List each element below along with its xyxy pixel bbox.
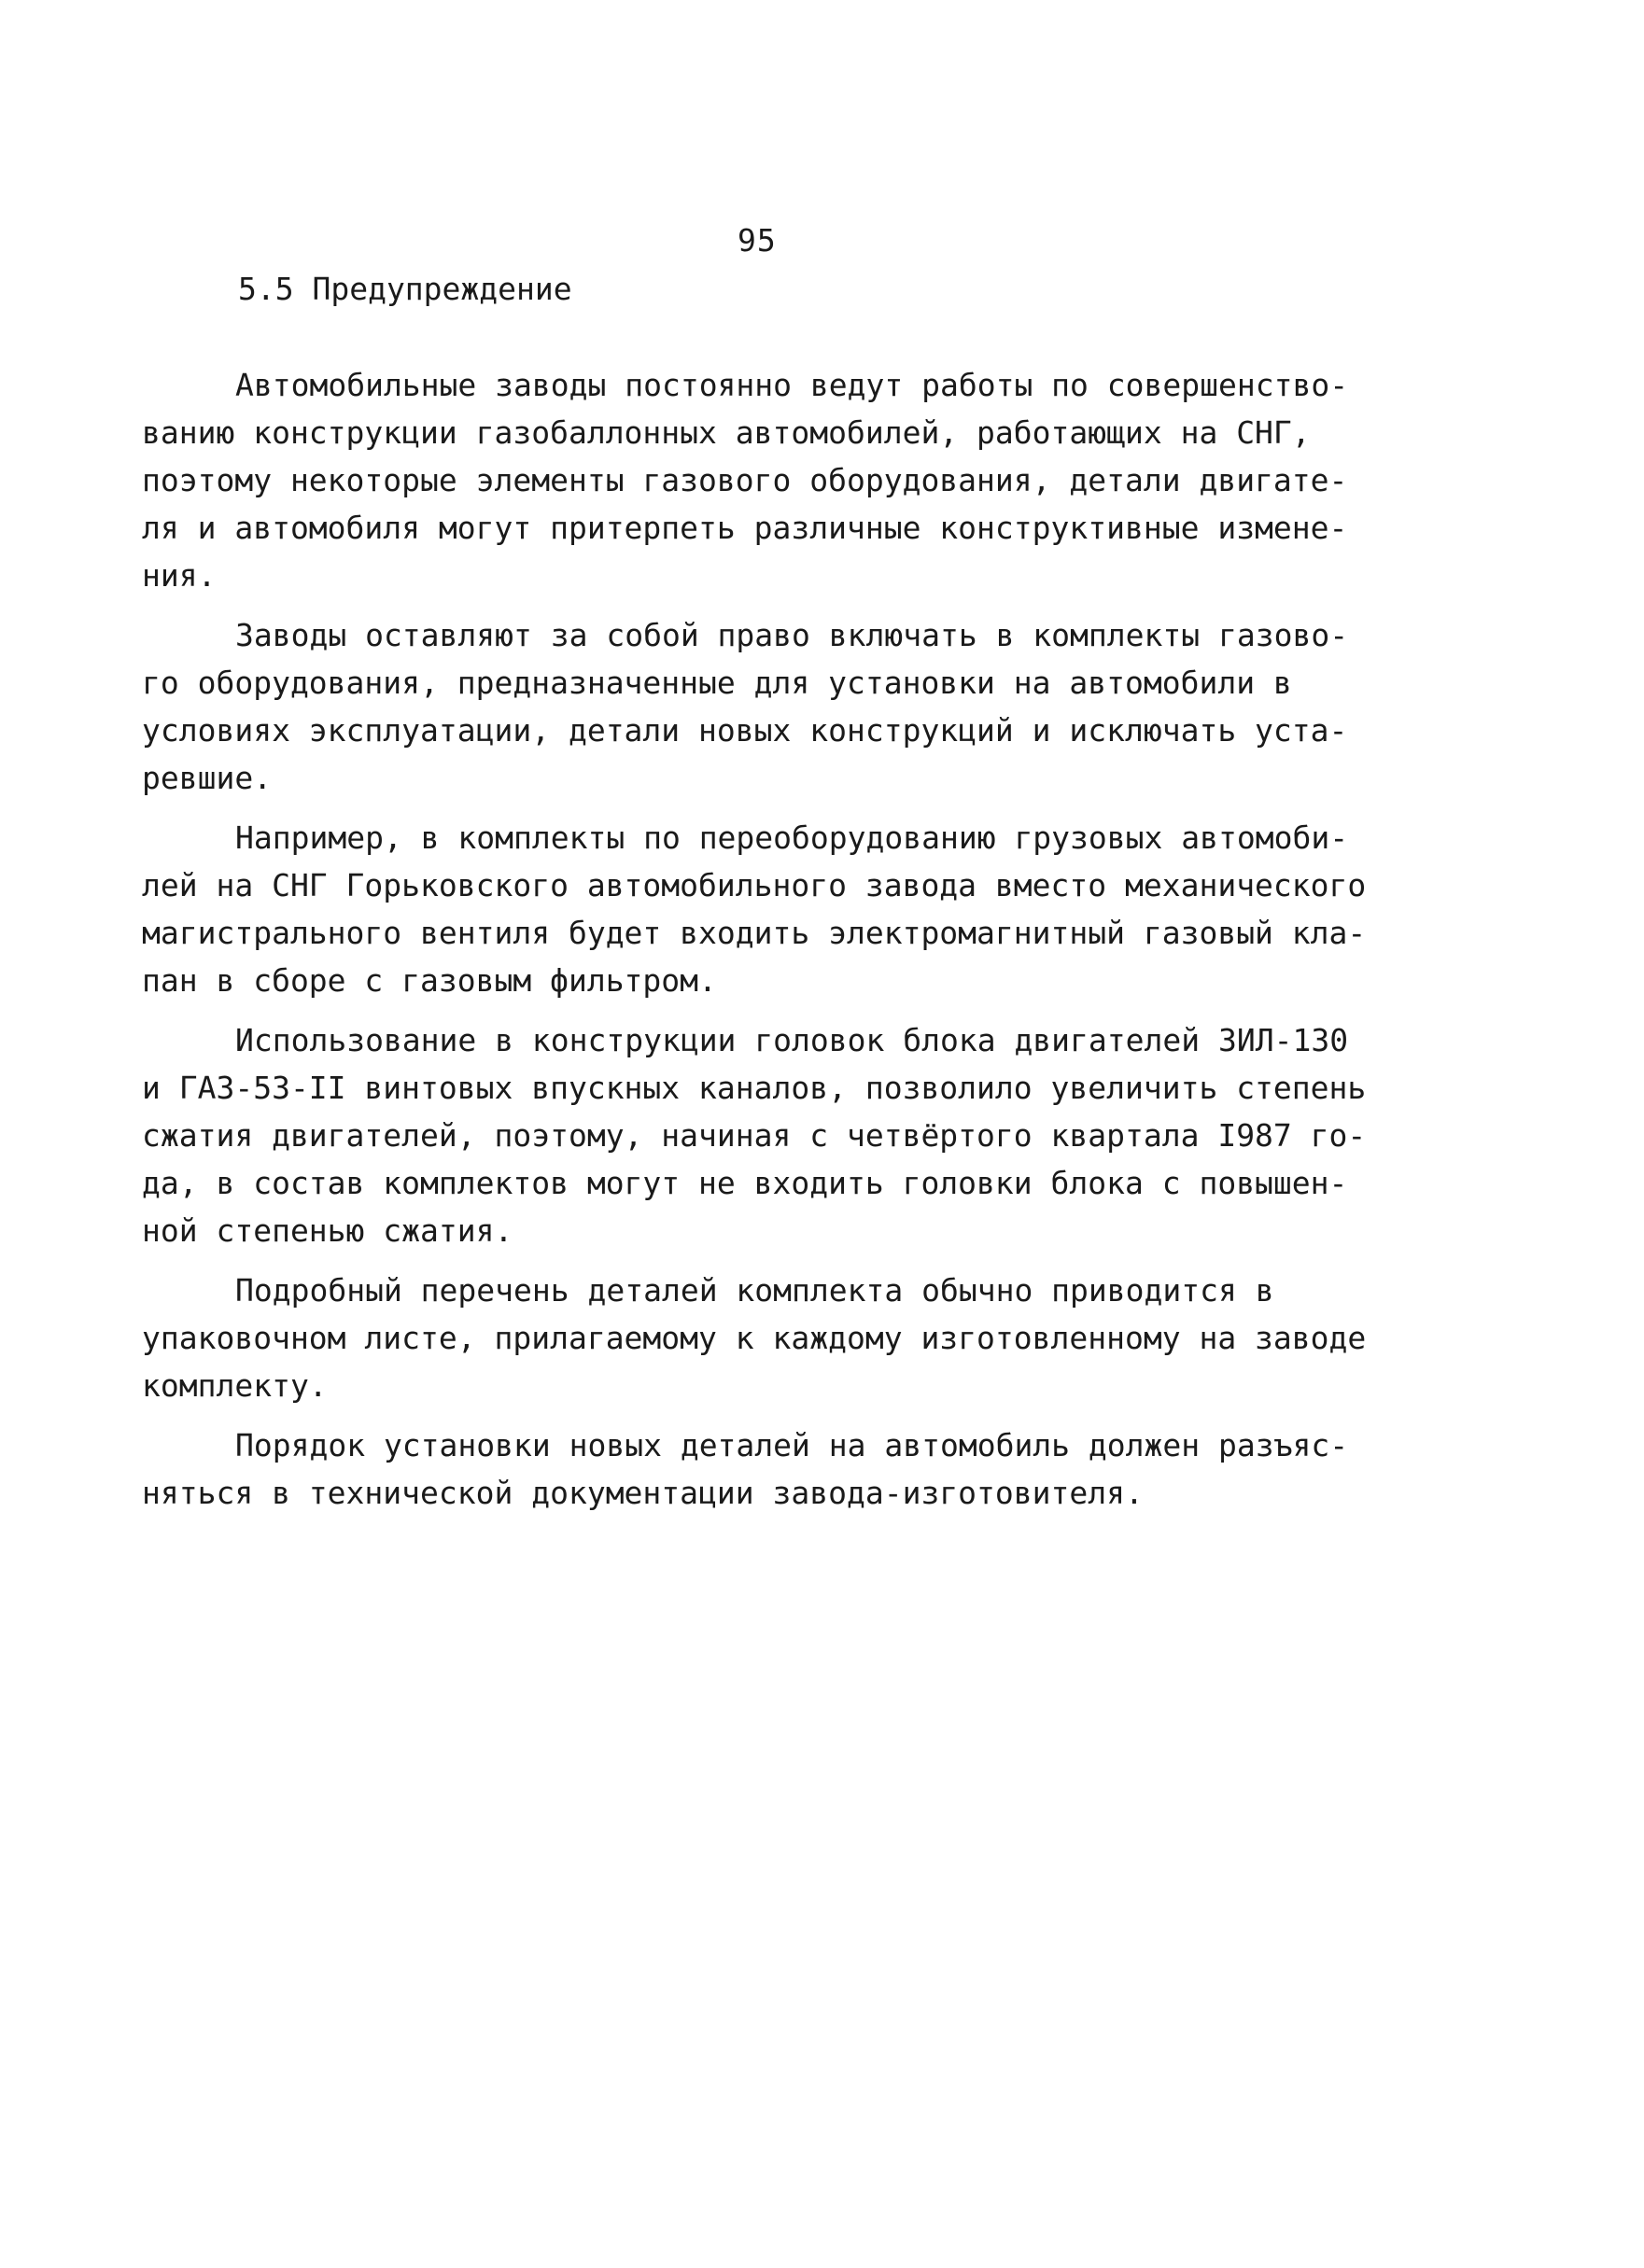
paragraph-line: Например, в комплекты по переоборудованию грузовых автомоби- [235,819,1349,856]
page-number: 95 [738,222,777,259]
paragraph-2 [142,611,1412,802]
paragraph-line: и ГАЗ-53-II винтовых впускных каналов, позволило увеличить степень [142,1070,1367,1106]
paragraph-line: ной степенью сжатия. [142,1212,513,1249]
section-heading: 5.5 Предупреждение [238,271,572,307]
paragraph-line: ревшие. [142,760,273,796]
body-text [142,361,1412,1529]
paragraph-line: пан в сборе с газовым фильтром. [142,962,717,999]
paragraph-3 [142,814,1412,1004]
paragraph-line: ния. [142,557,217,594]
paragraph-line: го оборудования, предназначенные для установки на автомобили в [142,665,1292,701]
paragraph-line: магистрального вентиля будет входить электромагнитный газовый кла- [142,915,1367,951]
paragraph-line: Порядок установки новых деталей на автомобиль должен разъяс- [235,1427,1349,1463]
paragraph-6 [142,1421,1412,1517]
paragraph-line: сжатия двигателей, поэтому, начиная с четвёртого квартала I987 го- [142,1117,1367,1154]
paragraph-4 [142,1016,1412,1254]
paragraph-1 [142,361,1412,599]
paragraph-line: ля и автомобиля могут притерпеть различные конструктивные измене- [142,510,1348,546]
paragraph-line: да, в состав комплектов могут не входить головки блока с повышен- [142,1165,1348,1201]
paragraph-line: лей на СНГ Горьковского автомобильного завода вместо механического [142,867,1367,903]
paragraph-line: няться в технической документации завода-изготовителя. [142,1475,1144,1511]
paragraph-line: Подробный перечень деталей комплекта обычно приводится в [235,1272,1274,1309]
paragraph-line: поэтому некоторые элементы газового оборудования, детали двигате- [142,462,1348,498]
paragraph-line: условиях эксплуатации, детали новых конструкций и исключать уста- [142,712,1348,749]
paragraph-line: Автомобильные заводы постоянно ведут работы по совершенство- [235,367,1349,403]
paragraph-5 [142,1267,1412,1409]
paragraph-line: комплекту. [142,1367,328,1404]
paragraph-line: упаковочном листе, прилагаемому к каждому изготовленному на заводе [142,1320,1367,1356]
paragraph-line: Использование в конструкции головок блока двигателей ЗИЛ-130 [235,1022,1349,1058]
paragraph-line: Заводы оставляют за собой право включать в комплекты газово- [235,617,1349,653]
paragraph-line: ванию конструкции газобаллонных автомобилей, работающих на СНГ, [142,414,1311,451]
